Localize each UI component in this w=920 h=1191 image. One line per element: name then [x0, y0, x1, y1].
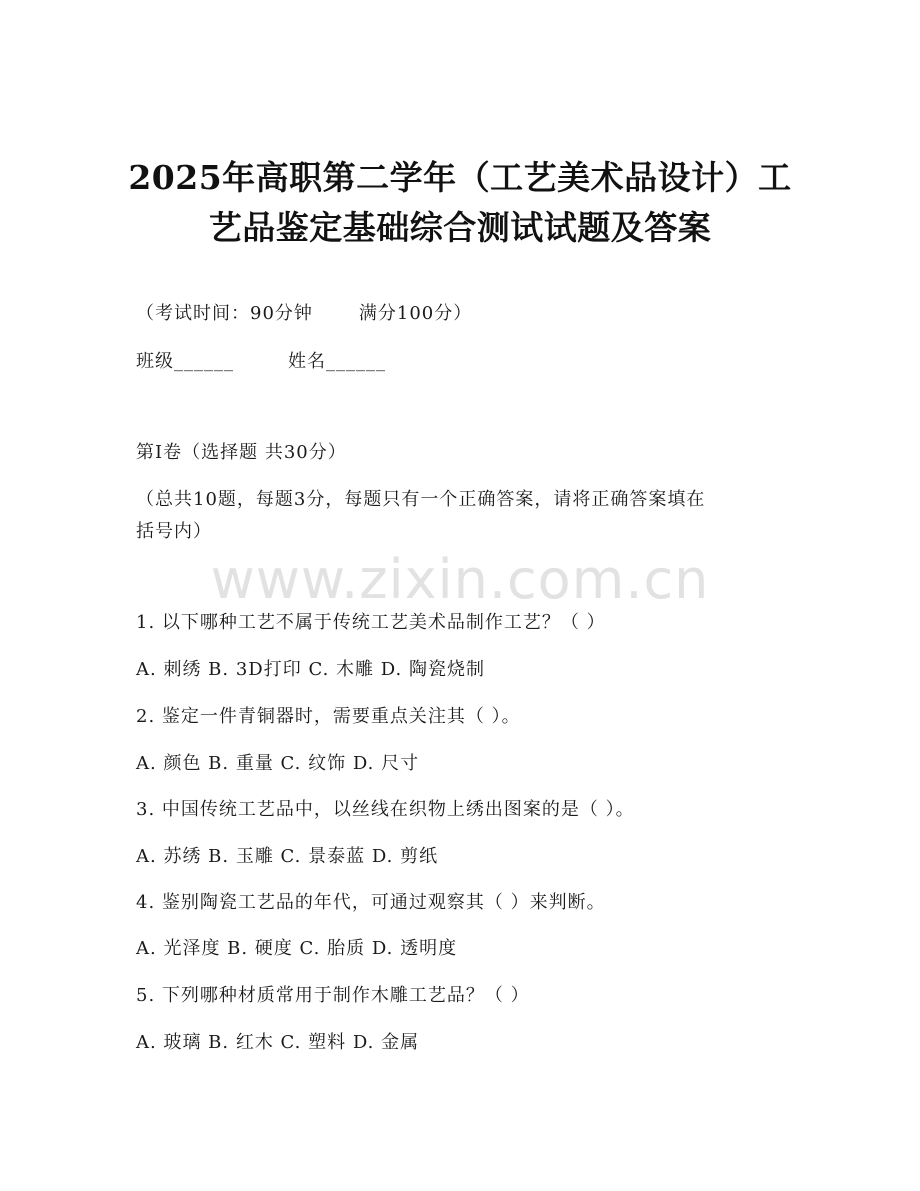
question-3-options: A. 苏绣 B. 玉雕 C. 景泰蓝 D. 剪纸	[136, 846, 439, 867]
exam-time: （考试时间：90分钟	[136, 303, 313, 324]
document-title-line-1: 2025年高职第二学年（工艺美术品设计）工	[128, 158, 792, 197]
watermark: www.zixin.com.cn	[210, 548, 710, 611]
question-1-options: A. 刺绣 B. 3D打印 C. 木雕 D. 陶瓷烧制	[136, 659, 485, 680]
class-field: 班级______	[136, 351, 234, 372]
question-5-stem: 5. 下列哪种材质常用于制作木雕工艺品？（ ）	[136, 985, 530, 1006]
exam-info	[136, 302, 472, 326]
question-4-stem: 4. 鉴别陶瓷工艺品的年代，可通过观察其（ ）来判断。	[136, 892, 606, 913]
question-2-stem: 2. 鉴定一件青铜器时，需要重点关注其（ ）。	[136, 706, 521, 727]
name-field: 姓名______	[288, 351, 386, 372]
section-instructions-line-1: （总共10题，每题3分，每题只有一个正确答案，请将正确答案填在	[136, 489, 706, 510]
section-heading: 第I卷（选择题 共30分）	[136, 442, 347, 463]
exam-full-score: 满分100分）	[358, 303, 473, 324]
question-3-stem: 3. 中国传统工艺品中，以丝线在织物上绣出图案的是（ ）。	[136, 799, 635, 820]
student-info	[136, 350, 386, 374]
question-1-stem: 1. 以下哪种工艺不属于传统工艺美术品制作工艺？（ ）	[136, 612, 606, 633]
question-5-options: A. 玻璃 B. 红木 C. 塑料 D. 金属	[136, 1032, 420, 1053]
document-title-line-2: 艺品鉴定基础综合测试试题及答案	[208, 208, 712, 247]
question-2-options: A. 颜色 B. 重量 C. 纹饰 D. 尺寸	[136, 753, 420, 774]
section-instructions-line-2: 括号内）	[136, 521, 212, 542]
question-4-options: A. 光泽度 B. 硬度 C. 胎质 D. 透明度	[136, 938, 458, 959]
